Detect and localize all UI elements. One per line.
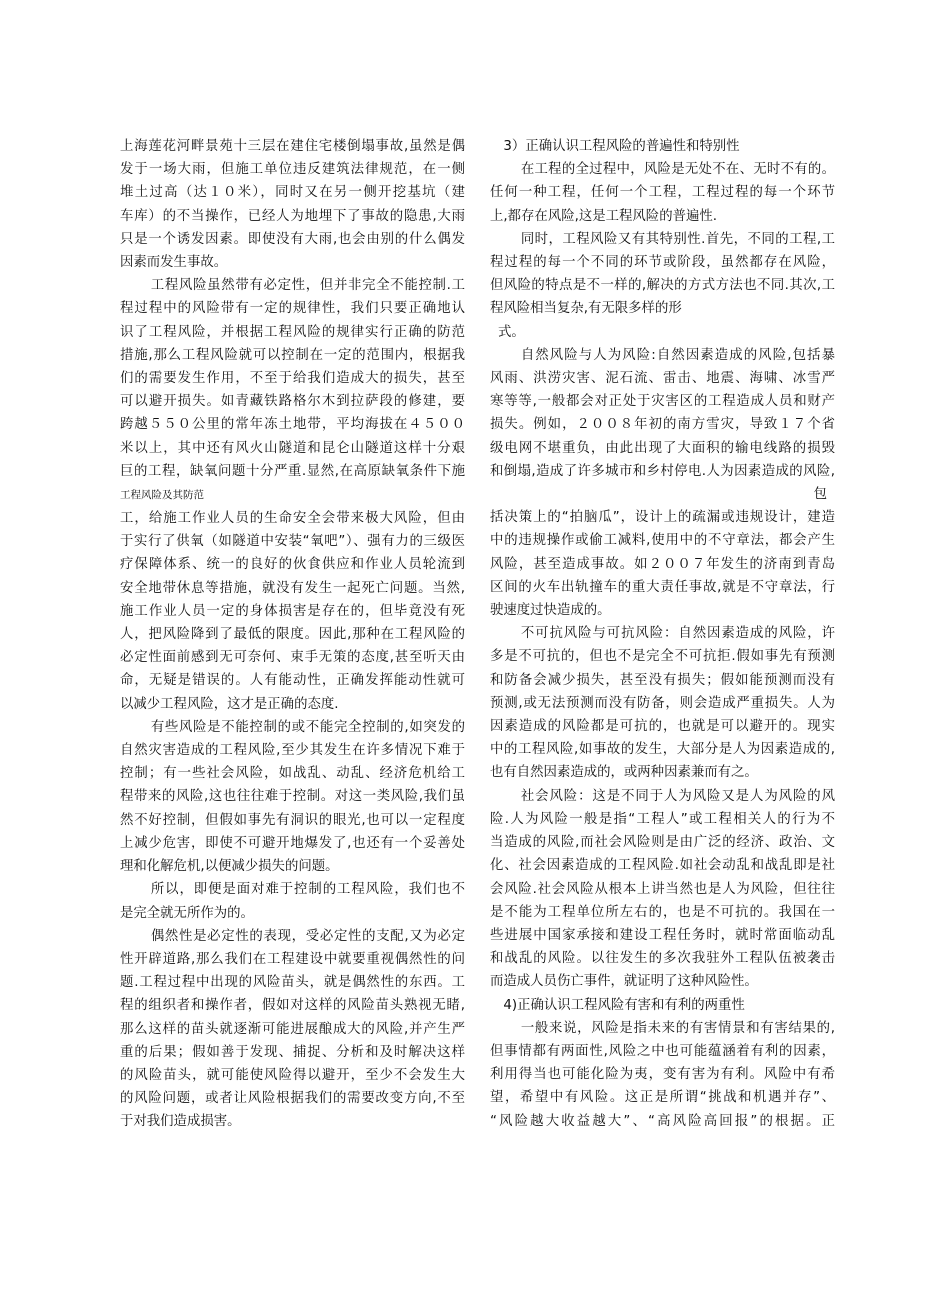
text-line: 些进展中国家承接和建设工程任务时，就时常面临动乱: [490, 927, 835, 943]
text-line: 区间的火车出轨撞车的重大责任事故,就是不守章法，行: [490, 579, 835, 595]
text-line: 疗保障体系、统一的良好的伙食供应和作业人员轮流到: [120, 557, 465, 573]
text-line: 程风险相当复杂,有无限多样的形: [490, 301, 682, 317]
paragraph-human-factors: [490, 506, 835, 622]
text-line: 但风险的特点是不一样的,解决的方式方法也不同.其次,工: [490, 278, 835, 294]
text-line: 程的组织者和操作者，假如对这样的风险苗头熟视无睹,: [120, 998, 465, 1014]
paragraph-resistible-risk: [490, 622, 835, 784]
text-line: 因素而发生事故。: [120, 255, 228, 271]
paragraph-not-helpless: [120, 878, 465, 924]
text-line: 任何一种工程，任何一个工程，工程过程的每一个环节: [490, 185, 835, 201]
text-line: 式。: [498, 324, 525, 340]
text-line: 上,都存在风险,这是工程风险的普遍性.: [490, 208, 718, 224]
text-line: 中的工程风险,如事故的发生，大部分是人为因素造成的,: [490, 742, 835, 758]
text-line: 米以上，其中还有风火山隧道和昆仑山隧道这样十分艰: [120, 440, 465, 456]
text-line: 以减少工程风险，这才是正确的态度.: [120, 696, 339, 712]
paragraph-natural-human-risk: [490, 344, 835, 506]
text-line: 的风险苗头，就可能使风险得以避开，至少不会发生大: [120, 1067, 465, 1083]
heading-text: 3）正确认识工程风险的普遍性和特别性: [503, 139, 740, 154]
text-line: 望，希望中有风险。这正是所谓“挑战和机遇并存”、: [490, 1090, 835, 1106]
text-line: 和倒塌,造成了许多城市和乡村停电.人为因素造成的风险,: [490, 463, 835, 479]
running-header: 工程风险及其防范: [120, 489, 204, 502]
text-line: 当造成的风险,而社会风险则是由广泛的经济、政治、文: [490, 835, 835, 851]
text-line: 级电网不堪重负，由此出现了大面积的输电线路的损毁: [490, 440, 835, 456]
text-line: 是完全就无所作为的。: [120, 905, 254, 921]
text-line: 上减少危害，即使不可避开地爆发了,也还有一个妥善处: [120, 835, 465, 851]
heading-text: 4)正确认识工程风险有害和有利的两重性: [503, 997, 745, 1013]
text-line: 利用得当也可能化险为夷，变有害为有利。风险中有希: [490, 1067, 835, 1083]
text-line: 跨越５５０公里的常年冻土地带，平均海拔在４５００: [120, 417, 465, 433]
text-line: 巨的工程，缺氧问题十分严重.显然,在高原缺氧条件下施: [120, 463, 465, 479]
text-line: 括决策上的“拍脑瓜”，设计上的疏漏或违规设计，建造: [490, 510, 835, 526]
text-line: 程过程中的风险带有一定的规律性，我们只要正确地认: [120, 301, 465, 317]
text-line: 风雨、洪涝灾害、泥石流、雷击、地震、海啸、冰雪严: [490, 371, 835, 387]
text-line: 安全地带休息等措施，就没有发生一起死亡问题。当然,: [120, 580, 465, 596]
text-line: 在工程的全过程中，风险是无处不在、无时不有的。: [520, 162, 835, 178]
text-line: 的风险问题，或者让风险根据我们的需要改变方向,不至: [120, 1091, 465, 1107]
text-line: 是不能为工程单位所左右的，也是不可抗的。我国在一: [490, 904, 835, 920]
text-line: 发于一场大雨，但施工单位违反建筑法律规范，在一侧: [120, 162, 465, 178]
text-line: 控制；有一些社会风险，如战乱、动乱、经济危机给工: [120, 766, 465, 782]
text-line: 社会风险：这是不同于人为风险又是人为风险的风: [520, 788, 835, 804]
text-line: 险.人为风险一般是指“工程人”或工程相关人的行为不: [490, 811, 835, 827]
text-line: 驶速度过快造成的。: [490, 603, 611, 619]
text-line: 人，把风险降到了最低的限度。因此,那种在工程风险的: [120, 627, 465, 643]
text-line: 多是不可抗的，但也不是完全不可抗拒.假如事先有预测: [490, 649, 835, 665]
text-line: 所以，即便是面对难于控制的工程风险，我们也不: [150, 882, 465, 898]
paragraph-lotus-riverside: [120, 135, 465, 274]
text-line: 自然风险与人为风险:自然因素造成的风险,包括暴: [520, 347, 835, 363]
text-line: 一般来说，风险是指未来的有害情景和有害结果的,: [520, 1020, 835, 1036]
paragraph-uncontrollable-risk: [120, 716, 465, 878]
text-line: 施工作业人员一定的身体损害是存在的，但毕竟没有死: [120, 603, 465, 619]
paragraph-particularity: [490, 228, 835, 344]
paragraph-universality: [490, 158, 835, 228]
section-heading-3: [490, 135, 835, 158]
text-line: 们的需要发生作用，不至于给我们造成大的损失，甚至: [120, 371, 465, 387]
text-line: 工程风险虽然带有必定性，但并非完全不能控制.工: [150, 278, 465, 294]
text-line: 识了工程风险，并根据工程风险的规律实行正确的防范: [120, 324, 465, 340]
paragraph-risk-control: [120, 274, 465, 483]
text-line: 风险，甚至造成事故。如２００７年发生的济南到青岛: [490, 556, 835, 572]
text-line: 而造成人员伤亡事件，就证明了这种风险性。: [490, 974, 758, 990]
text-line: 题.工程过程中出现的风险苗头，就是偶然性的东西。工: [120, 975, 465, 991]
text-line: 堆土过高（达１０米），同时又在另一侧开挖基坑（建: [120, 185, 465, 201]
text-line: 工，给施工作业人员的生命安全会带来极大风险，但由: [120, 511, 465, 527]
section-heading-4: [490, 994, 835, 1017]
text-line: 程带来的风险,这也往往难于控制。对这一类风险,我们虽: [120, 789, 465, 805]
text-line: 可以避开损失。如青藏铁路格尔木到拉萨段的修建，要: [120, 394, 465, 410]
text-line: “风险越大收益越大”、“高风险高回报”的根据。正: [490, 1113, 835, 1129]
text-line: 那么这样的苗头就逐渐可能进展酿成大的风险,并产生严: [120, 1021, 465, 1037]
text-line: 但事情都有两面性,风险之中也可能蕴涵着有利的因素，: [490, 1043, 835, 1059]
text-line: 性开辟道路,那么我们在工程建设中就要重视偶然性的问: [120, 951, 465, 967]
text-line: 预测,或无法预测而没有防备，则会造成严重损失。人为: [490, 695, 835, 711]
text-line: 程过程的每一个不同的环节或阶段，虽然都存在风险，: [490, 255, 835, 271]
text-line: 也有自然因素造成的，或两种因素兼而有之。: [490, 765, 758, 781]
text-line: 上海莲花河畔景苑十三层在建住宅楼倒塌事故,虽然是偶: [120, 139, 465, 154]
right-column: [490, 135, 835, 1133]
text-line: 同时，工程风险又有其特别性.首先，不同的工程,工: [520, 231, 835, 247]
text-line: 然不好控制，但假如事先有洞识的眼光,也可以一定程度: [120, 812, 465, 828]
paragraph-duality: [490, 1017, 835, 1133]
text-line: 有些风险是不能控制的或不能完全控制的,如突发的: [150, 719, 465, 735]
text-line: 自然灾害造成的工程风险,至少其发生在许多情况下难于: [120, 743, 465, 759]
left-column: [120, 135, 465, 1134]
text-line: 损失。例如，２００８年初的南方雪灾，导致１７个省: [490, 417, 835, 433]
text-line: 包: [813, 487, 827, 503]
text-line: 必定性面前感到无可奈何、束手无策的态度,甚至听天由: [120, 650, 465, 666]
text-line: 命，无疑是错误的。人有能动性，正确发挥能动性就可: [120, 673, 465, 689]
text-line: 中的违规操作或偷工减料,使用中的不守章法，都会产生: [490, 533, 835, 549]
text-line: 和防备会减少损失，甚至没有损失；假如能预测而没有: [490, 672, 835, 688]
paragraph-oxygen-supply: [120, 507, 465, 716]
text-line: 于实行了供氧（如隧道中安装“氧吧”）、强有力的三级医: [120, 534, 465, 550]
text-line: 偶然性是必定性的表现，受必定性的支配,又为必定: [150, 928, 465, 944]
text-line: 寒等等,一般都会对正处于灾害区的工程造成人员和财产: [490, 394, 835, 410]
text-line: 措施,那么工程风险就可以控制在一定的范围内，根据我: [120, 347, 465, 363]
text-line: 于对我们造成损害。: [120, 1114, 241, 1130]
text-line: 和战乱的风险。以往发生的多次我驻外工程队伍被袭击: [490, 951, 835, 967]
text-line: 会风险.社会风险从根本上讲当然也是人为风险，但往往: [490, 881, 835, 897]
text-line: 化、社会因素造成的工程风险.如社会动乱和战乱即是社: [490, 858, 835, 874]
text-line: 理和化解危机,以便减少损失的问题。: [120, 859, 339, 875]
paragraph-contingency: [120, 925, 465, 1134]
text-line: 不可抗风险与可抗风险：自然因素造成的风险，许: [520, 626, 835, 642]
text-line: 重的后果；假如善于发现、捕捉、分析和及时解决这样: [120, 1044, 465, 1060]
text-line: 车库）的不当操作，已经人为地埋下了事故的隐患,大雨: [120, 208, 465, 224]
text-line: 只是一个诱发因素。即使没有大雨,也会由别的什么偶发: [120, 231, 465, 247]
text-line: 因素造成的风险都是可抗的，也就是可以避开的。现实: [490, 719, 835, 735]
paragraph-social-risk: [490, 785, 835, 994]
